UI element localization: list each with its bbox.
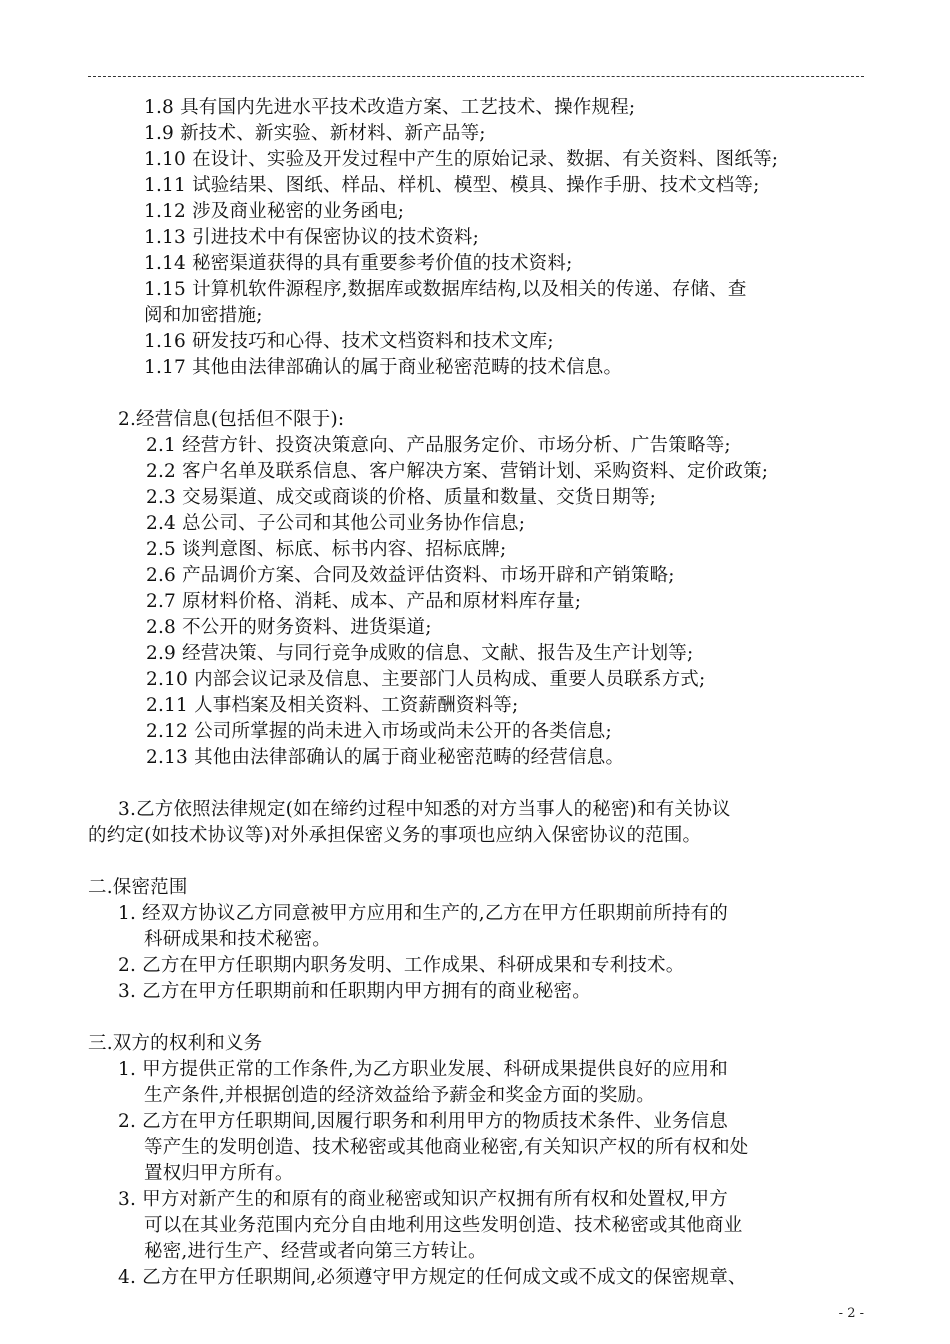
list-item: 2.12 公司所掌握的尚未进入市场或尚未公开的各类信息;: [146, 721, 612, 742]
list-item: 1.11 试验结果、图纸、样品、样机、模型、模具、操作手册、技术文档等;: [144, 175, 760, 196]
list-item: 2.4 总公司、子公司和其他公司业务协作信息;: [146, 513, 526, 534]
tech-info-list: [88, 95, 878, 381]
list-item: 1. 经双方协议乙方同意被甲方应用和生产的,乙方在甲方任职期前所持有的: [118, 903, 728, 924]
list-item: 1.16 研发技巧和心得、技术文档资料和技术文库;: [144, 331, 554, 352]
list-item: 1.13 引进技术中有保密协议的技术资料;: [144, 227, 480, 248]
section-confidential-scope: [88, 875, 878, 1005]
list-item-continuation: 置权归甲方所有。: [144, 1163, 294, 1184]
list-item: 2.9 经营决策、与同行竞争成败的信息、文献、报告及生产计划等;: [146, 643, 694, 664]
list-item: 1.8 具有国内先进水平技术改造方案、工艺技术、操作规程;: [144, 97, 636, 118]
list-item: 1.17 其他由法律部确认的属于商业秘密范畴的技术信息。: [144, 357, 623, 378]
section-title: 三.双方的权利和义务: [88, 1033, 263, 1054]
list-item: 2. 乙方在甲方任职期间,因履行职务和利用甲方的物质技术条件、业务信息: [118, 1111, 728, 1132]
list-item: 2.13 其他由法律部确认的属于商业秘密范畴的经营信息。: [146, 747, 625, 768]
list-item-continuation: 阅和加密措施;: [144, 305, 263, 326]
business-info-heading: 2.经营信息(包括但不限于):: [118, 409, 345, 430]
list-item: 2.2 客户名单及联系信息、客户解决方案、营销计划、采购资料、定价政策;: [146, 461, 769, 482]
clause-3-paragraph: [88, 797, 878, 849]
header-divider: [88, 76, 864, 77]
list-item: 2.11 人事档案及相关资料、工资薪酬资料等;: [146, 695, 519, 716]
list-item: 2.8 不公开的财务资料、进货渠道;: [146, 617, 432, 638]
page-number: - 2 -: [838, 1306, 864, 1321]
list-item: 2.7 原材料价格、消耗、成本、产品和原材料库存量;: [146, 591, 582, 612]
list-item-continuation: 秘密,进行生产、经营或者向第三方转让。: [144, 1241, 487, 1262]
list-item: 3. 乙方在甲方任职期前和任职期内甲方拥有的商业秘密。: [118, 981, 591, 1002]
list-item: 2.5 谈判意图、标底、标书内容、招标底牌;: [146, 539, 507, 560]
list-item-continuation: 生产条件,并根据创造的经济效益给予薪金和奖金方面的奖励。: [144, 1085, 655, 1106]
list-item: 2.3 交易渠道、成交或商谈的价格、质量和数量、交货日期等;: [146, 487, 657, 508]
list-item-continuation: 可以在其业务范围内充分自由地利用这些发明创造、技术秘密或其他商业: [144, 1215, 743, 1236]
list-item: 2.1 经营方针、投资决策意向、产品服务定价、市场分析、广告策略等;: [146, 435, 731, 456]
list-item: 3. 甲方对新产生的和原有的商业秘密或知识产权拥有所有权和处置权,甲方: [118, 1189, 728, 1210]
list-item: 1.14 秘密渠道获得的具有重要参考价值的技术资料;: [144, 253, 573, 274]
list-item-continuation: 科研成果和技术秘密。: [144, 929, 332, 950]
business-info-list: [88, 433, 878, 771]
list-item: 1.12 涉及商业秘密的业务函电;: [144, 201, 405, 222]
paragraph-line: 的约定(如技术协议等)对外承担保密义务的事项也应纳入保密协议的范围。: [88, 825, 702, 846]
list-item: 1. 甲方提供正常的工作条件,为乙方职业发展、科研成果提供良好的应用和: [118, 1059, 728, 1080]
list-item: 1.15 计算机软件源程序,数据库或数据库结构,以及相关的传递、存储、查: [144, 279, 747, 300]
list-item-continuation: 等产生的发明创造、技术秘密或其他商业秘密,有关知识产权的所有权和处: [144, 1137, 749, 1158]
document-page: [88, 95, 878, 1291]
section-title: 二.保密范围: [88, 877, 188, 898]
list-item: 4. 乙方在甲方任职期间,必须遵守甲方规定的任何成文或不成文的保密规章、: [118, 1267, 747, 1288]
section-rights-obligations: [88, 1031, 878, 1291]
list-item: 1.10 在设计、实验及开发过程中产生的原始记录、数据、有关资料、图纸等;: [144, 149, 779, 170]
list-item: 1.9 新技术、新实验、新材料、新产品等;: [144, 123, 486, 144]
list-item: 2.6 产品调价方案、合同及效益评估资料、市场开辟和产销策略;: [146, 565, 675, 586]
paragraph-line: 3.乙方依照法律规定(如在缔约过程中知悉的对方当事人的秘密)和有关协议: [118, 799, 731, 820]
list-item: 2.10 内部会议记录及信息、主要部门人员构成、重要人员联系方式;: [146, 669, 706, 690]
list-item: 2. 乙方在甲方任职期内职务发明、工作成果、科研成果和专利技术。: [118, 955, 685, 976]
